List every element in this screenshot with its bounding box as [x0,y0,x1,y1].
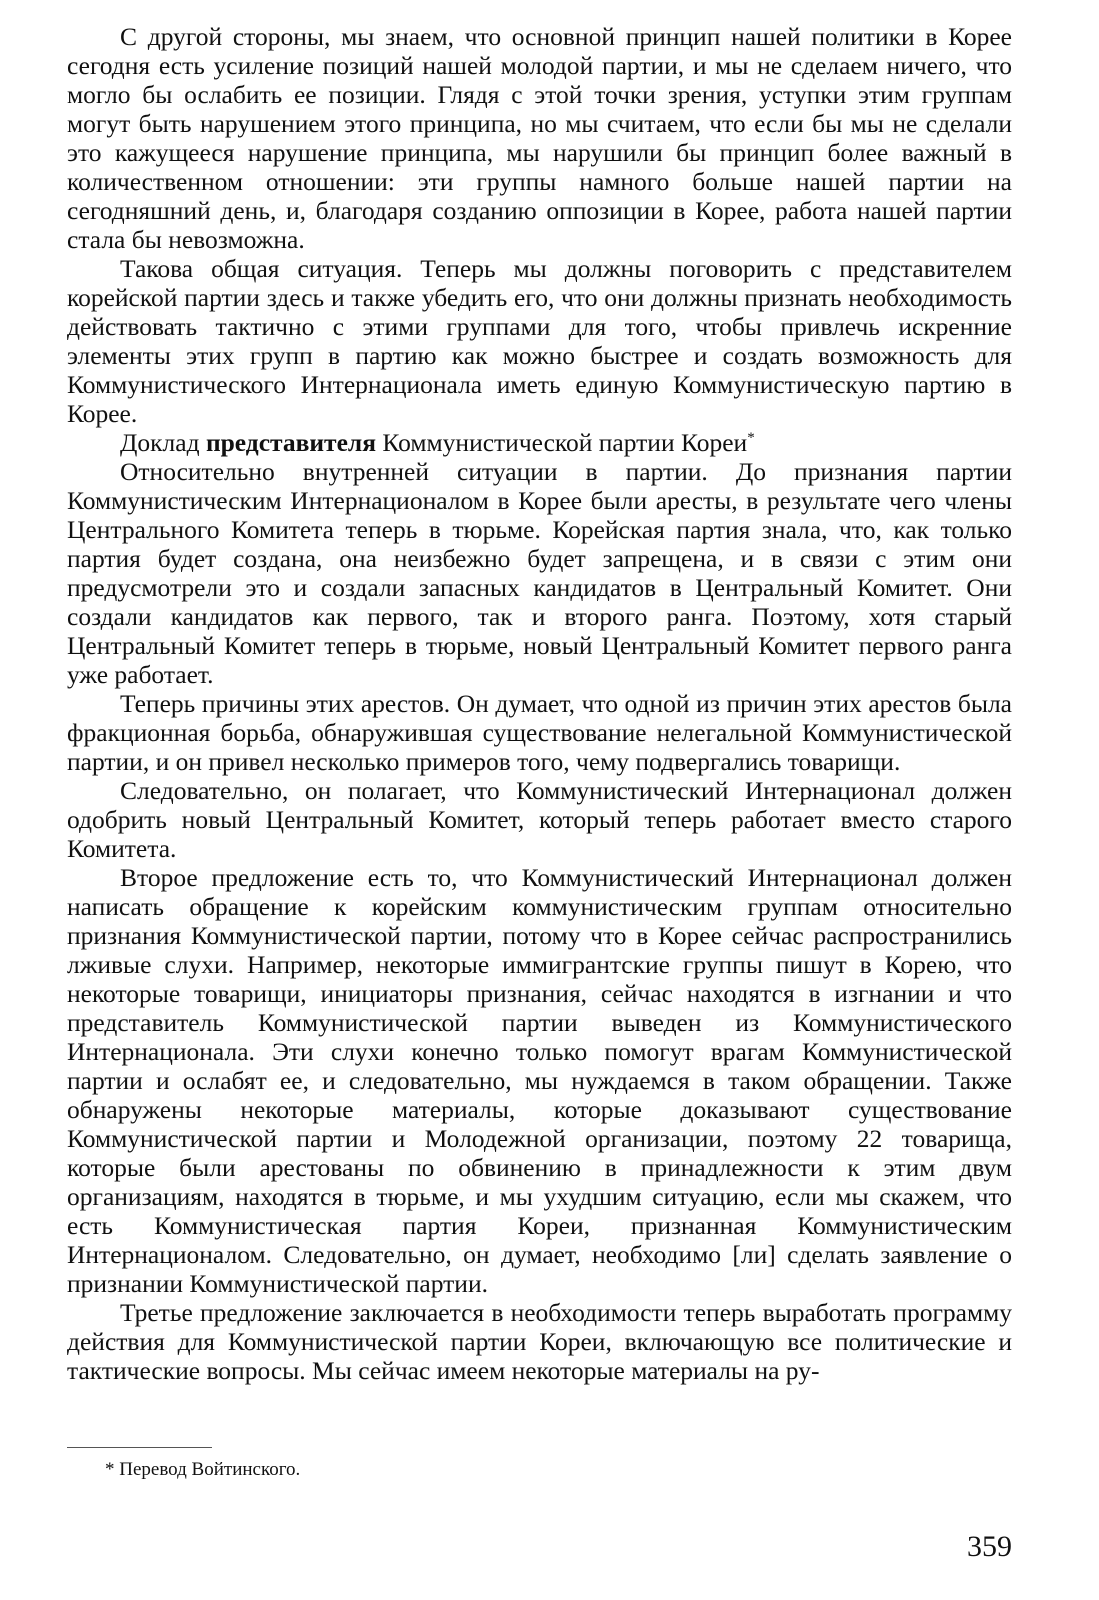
paragraph: Следовательно, он полагает, что Коммунистический Интернационал должен одобрить новый Центральный Комитет, который теперь работает вместо старого Комитета. [67,776,1012,863]
paragraph: С другой стороны, мы знаем, что основной принцип нашей политики в Корее сегодня есть усиление позиций нашей молодой партии, и мы не сделаем ничего, что могло бы ослабить ее позиции. Глядя с этой точки зрения, уступки этим группам могут быть нарушением этого принципа, но мы считаем, что если бы мы не сделали это кажущееся нарушение принципа, мы нарушили бы принцип более важный в количественном отношении: эти группы намного больше нашей партии на сегодняшний день, и, благодаря созданию оппозиции в Корее, работа нашей партии стала бы невозможна. [67,22,1012,254]
footnote: * Перевод Войтинского. [105,1459,301,1480]
heading-bold-word: представителя [205,428,377,457]
paragraph: Такова общая ситуация. Теперь мы должны поговорить с представителем корейской партии здесь и также убедить его, что они должны признать необходимость действовать тактично с этими группами для того, чтобы привлечь искренние элементы этих групп в партию как можно быстрее и создать возможность для Коммунистического Интернационала иметь единую Коммунистическую партию в Корее. [67,254,1012,428]
paragraph: Относительно внутренней ситуации в партии. До признания партии Коммунистическим Интернационалом в Корее были аресты, в результате чего члены Центрального Комитета теперь в тюрьме. Корейская партия знала, что, как только партия будет создана, она неизбежно будет запрещена, и в связи с этим они предусмотрели это и создали запасных кандидатов в Центральный Комитет. Они создали кандидатов как первого, так и второго ранга. Поэтому, хотя старый Центральный Комитет теперь в тюрьме, новый Центральный Комитет первого ранга уже работает. [67,457,1012,689]
paragraph: Второе предложение есть то, что Коммунистический Интернационал должен написать обращение к корейским коммунистическим группам относительно признания Коммунистической партии, потому что в Корее сейчас распространились лживые слухи. Например, некоторые иммигрантские группы пишут в Корею, что некоторые товарищи, инициаторы признания, сейчас находятся в изгнании и что представитель Коммунистической партии выведен из Коммунистического Интернационала. Эти слухи конечно только помогут врагам Коммунистической партии и ослабят ее, и следовательно, мы нуждаемся в таком обращении. Также обнаружены некоторые материалы, которые доказывают существование Коммунистической партии и Молодежной организации, поэтому 22 товарища, которые были арестованы по обвинению в принадлежности к этим двум организациям, находятся в тюрьме, и мы ухудшим ситуацию, если мы скажем, что есть Коммунистическая партия Кореи, признанная Коммунистическим Интернационалом. Следовательно, он думает, необходимо [ли] сделать заявление о признании Коммунистической партии. [67,863,1012,1298]
heading-text-end: Коммунистической партии Кореи [376,428,748,457]
paragraph: Теперь причины этих арестов. Он думает, что одной из причин этих арестов была фракционная борьба, обнаружившая существование нелегальной Коммунистической партии, и он привел несколько примеров того, чему подвергались товарищи. [67,689,1012,776]
section-heading [67,428,1012,457]
page-body [67,22,1012,1385]
page-number: 359 [967,1530,1012,1563]
footnote-divider [67,1447,212,1448]
paragraph: Третье предложение заключается в необходимости теперь выработать программу действия для Коммунистической партии Кореи, включающую все политические и тактические вопросы. Мы сейчас имеем некоторые материалы на ру- [67,1298,1012,1385]
footnote-marker: * [747,430,755,446]
heading-text-start: Доклад [120,428,206,457]
